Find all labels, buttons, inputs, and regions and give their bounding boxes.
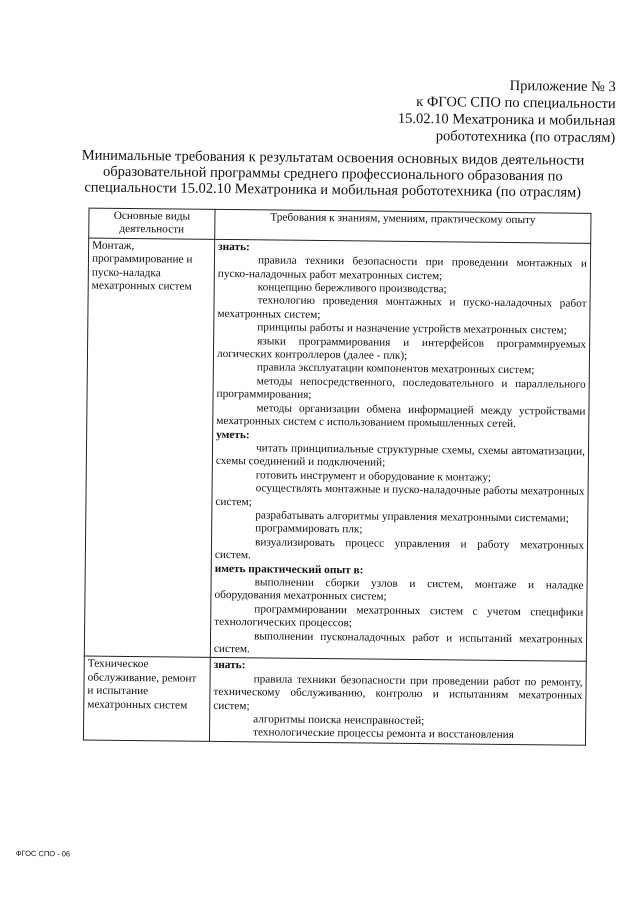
annex-line: робототехника (по отраслям): [435, 128, 616, 147]
activity-cell: Монтаж, программирование и пуско-наладка мехатронных систем: [84, 238, 214, 658]
requirement-item: программировать плк;: [255, 522, 363, 536]
requirements-cell: [209, 658, 586, 745]
requirement-item: технологию проведения монтажных и пуско-наладочных работ мехатронных систем;: [217, 294, 587, 321]
annex-header: [398, 77, 616, 147]
requirement-item: алгоритмы поиска неисправностей;: [253, 713, 425, 728]
footer-code: ФГОС СПО - 06: [15, 848, 71, 859]
requirements-cell: [210, 239, 590, 662]
requirement-item: осуществлять монтажные и пуско-наладочные работы мехатронных систем;: [215, 482, 585, 508]
requirement-item: методы непосредственного, последовательного и параллельного программирования;: [216, 375, 586, 402]
annex-line: к ФГОС СПО по специальности: [416, 93, 616, 113]
requirement-item: выполнении пусконаладочных работ и испытаний мехатронных систем.: [213, 629, 584, 656]
section-heading: иметь практический опыт в:: [214, 562, 364, 577]
title-line: образовательной программы среднего профессионального образования по: [103, 163, 563, 185]
requirement-item: методы организации обмена информацией между устройствами мехатронных систем с использованием промышленных сетей.: [216, 402, 586, 431]
requirement-item: готовить инструмент и оборудование к монтажу;: [255, 469, 492, 484]
section-heading: знать:: [218, 240, 250, 254]
requirement-item: принципы работы и назначение устройств мехатронных систем;: [257, 321, 567, 337]
annex-line: 15.02.10 Мехатроника и мобильная: [397, 110, 616, 130]
requirement-item: правила эксплуатации компонентов мехатронных систем;: [256, 361, 535, 377]
requirement-item: правила техники безопасности при проведении монтажных и пуско-наладочных работ мехатронных систем;: [217, 254, 588, 282]
requirement-item: языки программирования и интерфейсов программируемых логических контроллеров (далее - плк);: [216, 334, 587, 362]
annex-line: Приложение № 3: [509, 77, 616, 96]
requirements-table: [83, 208, 592, 746]
requirement-item: технологические процессы ремонта и восстановления: [252, 726, 514, 742]
requirement-item: правила техники безопасности при проведении работ по ремонту, техническому обслуживанию, контролю и испытаниям мехатронных систем;: [213, 673, 583, 712]
document-title: [73, 147, 593, 200]
requirement-item: читать принципиальные структурные схемы, схемы автоматизации, схемы соединений и подключений;: [215, 442, 586, 469]
section-heading: уметь:: [216, 428, 250, 441]
requirement-item: разрабатывать алгоритмы управления мехатронными системами;: [255, 509, 569, 525]
activity-cell: Техническое обслуживание, ремонт и испытание мехатронных систем: [83, 656, 210, 741]
header-activity: Основные виды деятельности: [89, 208, 215, 239]
requirement-item: концепцию бережливого производства;: [257, 281, 447, 296]
section-heading: знать:: [213, 659, 246, 672]
title-line: Минимальные требования к результатам освоения основных видов деятельности: [81, 147, 585, 169]
requirement-item: визуализировать процесс управления и работу мехатронных систем.: [214, 536, 585, 562]
header-requirements: Требования к знаниям, умениям, практическому опыту: [215, 209, 591, 243]
requirement-item: выполнении сборки узлов и систем, монтаже и наладке оборудования мехатронных систем;: [214, 576, 584, 604]
table-row: [84, 238, 590, 662]
title-line: специальности 15.02.10 Мехатроника и мобильная робототехника (по отраслям): [84, 179, 582, 201]
requirement-item: программировании мехатронных систем с учетом специфики технологических процессов;: [214, 603, 584, 630]
table-row: [83, 656, 586, 745]
